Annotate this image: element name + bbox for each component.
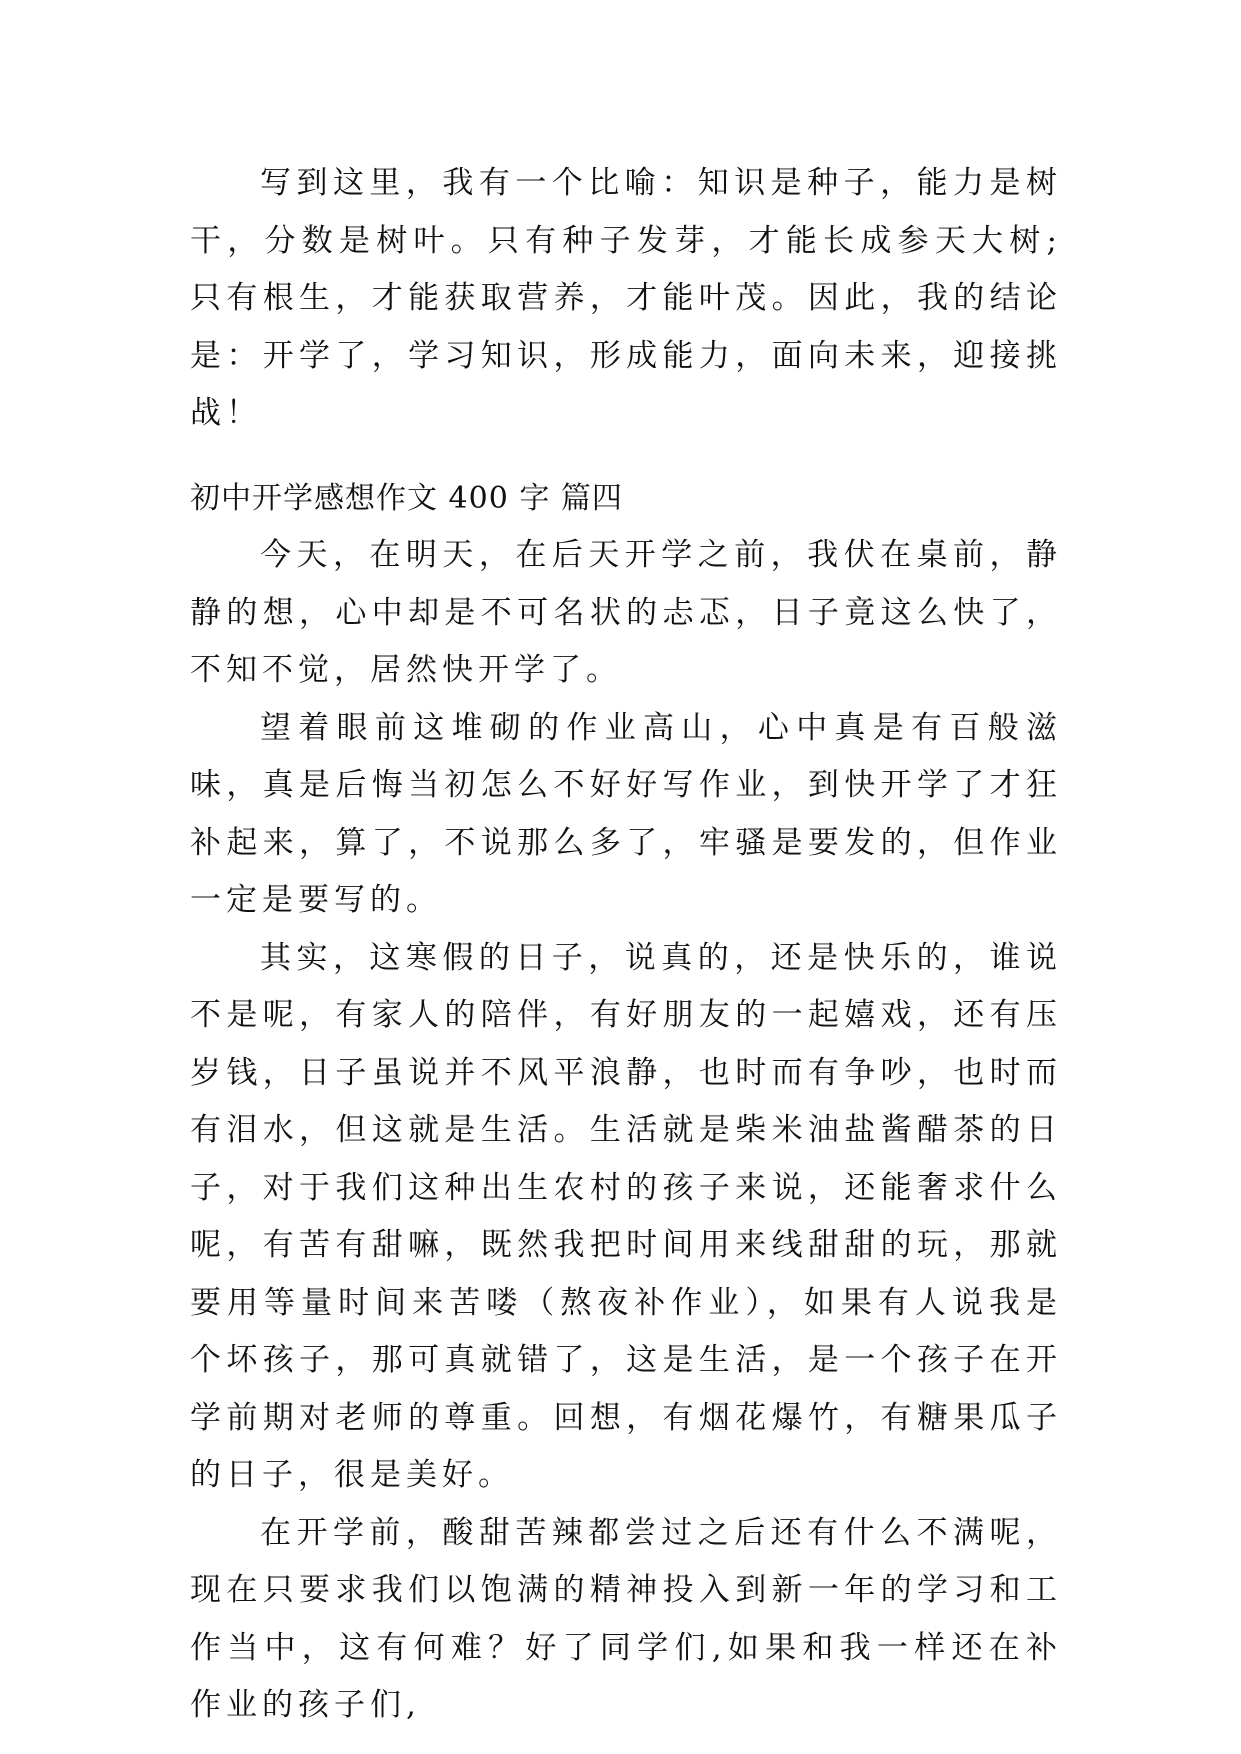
paragraph-3: 望着眼前这堆砌的作业高山，心中真是有百般滋味，真是后悔当初怎么不好好写作业，到快开学了才狂补起来，算了，不说那么多了，牢骚是要发的，但作业一定是要写的。 xyxy=(190,709,1062,918)
document-body xyxy=(190,155,1062,1735)
paragraph-4: 其实，这寒假的日子，说真的，还是快乐的，谁说不是呢，有家人的陪伴，有好朋友的一起嬉戏，还有压岁钱，日子虽说并不风平浪静，也时而有争吵，也时而有泪水，但这就是生活。生活就是柴米油盐酱醋茶的日子，对于我们这种出生农村的孩子来说，还能奢求什么呢，有苦有甜嘛，既然我把时间用来线甜甜的玩，那就要用等量时间来苦喽（熬夜补作业），如果有人说我是个坏孩子，那可真就错了，这是生活，是一个孩子在开学前期对老师的尊重。回想，有烟花爆竹，有糖果瓜子的日子，很是美好。 xyxy=(190,939,1062,1493)
paragraph-5: 在开学前，酸甜苦辣都尝过之后还有什么不满呢，现在只要求我们以饱满的精神投入到新一年的学习和工作当中，这有何难？好了同学们,如果和我一样还在补作业的孩子们, xyxy=(190,1514,1062,1723)
section-heading: 初中开学感想作文 400 字 篇四 xyxy=(190,480,623,516)
paragraph-1: 写到这里，我有一个比喻：知识是种子，能力是树干，分数是树叶。只有种子发芽，才能长成参天大树;只有根生，才能获取营养，才能叶茂。因此，我的结论是：开学了，学习知识，形成能力，面向未来，迎接挑战！ xyxy=(190,165,1062,431)
paragraph-2: 今天，在明天，在后天开学之前，我伏在桌前，静静的想，心中却是不可名状的忐忑，日子竟这么快了，不知不觉，居然快开学了。 xyxy=(190,537,1062,688)
